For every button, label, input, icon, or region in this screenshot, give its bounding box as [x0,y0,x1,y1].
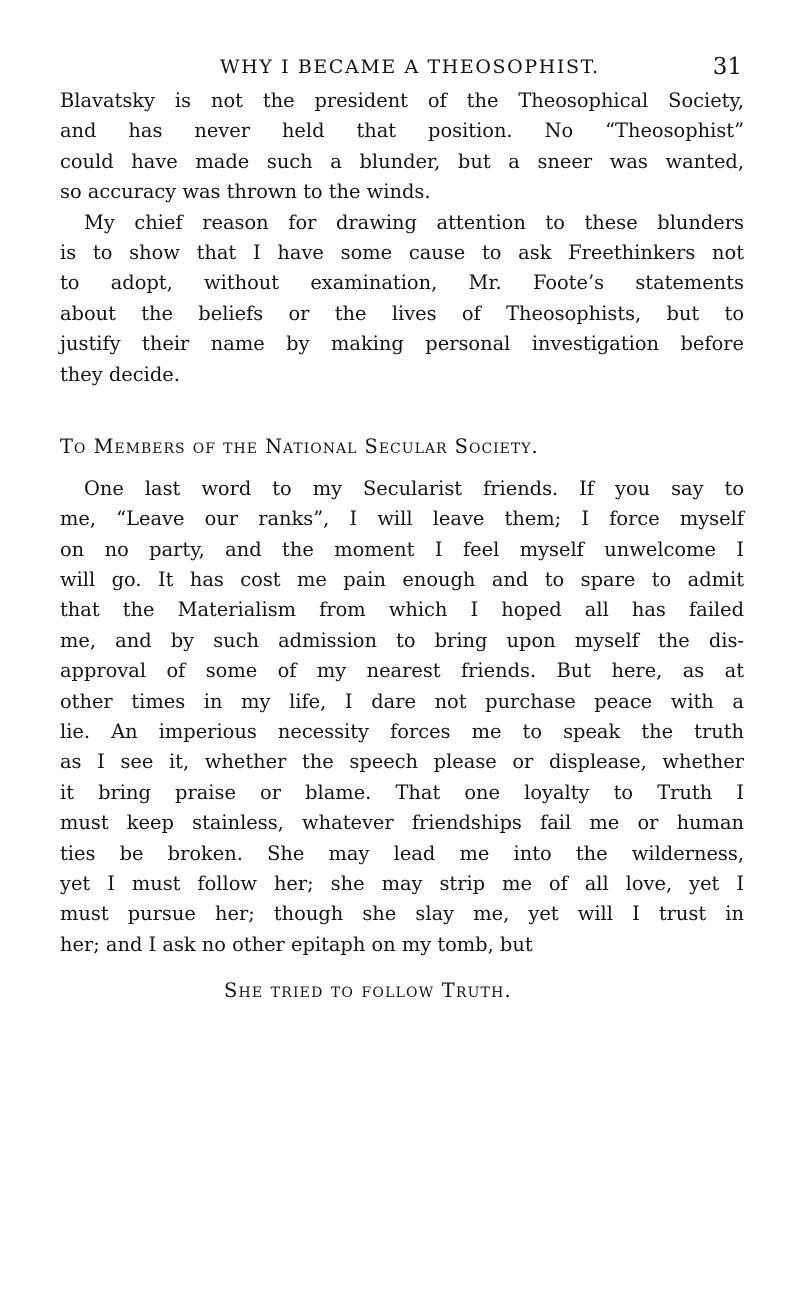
paragraph-blunders [60,208,744,390]
text-line: must keep stainless, whatever friendships fail me or human [60,811,744,835]
text-line: ties be broken. She may lead me into the wilderness, [60,841,744,865]
text-line: her; and I ask no other epitaph on my tomb, but [60,932,533,956]
text-line: must pursue her; though she slay me, yet will I trust in [60,902,744,926]
text-line: justify their name by making personal investigation before [60,332,744,356]
text-line: Blavatsky is not the president of the Theosophical Society, [60,89,744,112]
body-text [60,86,744,1006]
text-line: to adopt, without examination, Mr. Foote’s statements [60,271,744,295]
running-title: WHY I BECAME A THEOSOPHIST. [220,56,600,78]
text-line: approval of some of my nearest friends. But here, as at [60,659,744,683]
text-line: will go. It has cost me pain enough and to spare to admit [60,568,744,592]
text-line: that the Materialism from which I hoped all has failed [60,598,744,622]
spacer [60,390,744,432]
closing-epitaph: She tried to follow Truth. [224,979,512,1003]
text-line: lie. An imperious necessity forces me to speak the truth [60,720,744,744]
spacer [60,464,744,474]
page-number: 31 [712,54,742,80]
running-head [60,54,742,90]
text-line: about the beliefs or the lives of Theosophists, but to [60,301,744,325]
text-line: me, “Leave our ranks”, I will leave them; I force myself [60,507,744,531]
text-line: is to show that I have some cause to ask Freethinkers not [60,240,744,264]
text-line: me, and by such admission to bring upon myself the dis- [60,628,744,652]
text-line: it bring praise or blame. That one loyalty to Truth I [60,780,744,804]
text-line: as I see it, whether the speech please or displease, whether [60,750,744,774]
text-line: yet I must follow her; she may strip me of all love, yet I [60,871,744,895]
text-line: My chief reason for drawing attention to these blunders [84,210,744,234]
text-line: could have made such a blunder, but a sneer was wanted, [60,149,744,173]
text-line: and has never held that position. No “Theosophist” [60,119,744,143]
text-line: they decide. [60,362,180,386]
paragraph-secularists [60,474,744,960]
section-heading: To Members of the National Secular Society. [60,434,539,458]
text-line: other times in my life, I dare not purchase peace with a [60,689,744,713]
text-line: on no party, and the moment I feel myself unwelcome I [60,537,744,561]
text-line: so accuracy was thrown to the winds. [60,180,431,204]
text-line: One last word to my Secularist friends. If you say to [84,476,744,500]
paragraph-continuation [60,86,744,208]
spacer [60,960,744,976]
